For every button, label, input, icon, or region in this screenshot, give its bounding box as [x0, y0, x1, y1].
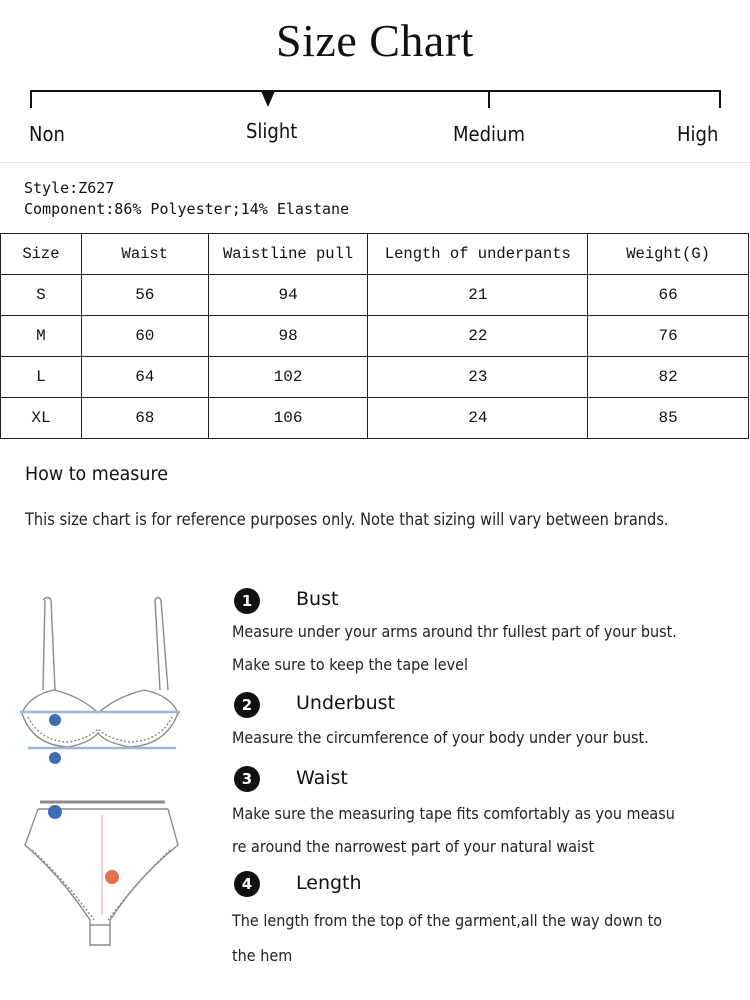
- step-number-icon: 2: [234, 692, 260, 718]
- cell-weight: 66: [588, 275, 749, 316]
- table-row: [1, 357, 749, 398]
- scale-tick-medium: [488, 90, 490, 108]
- step-text: Measure the circumference of your body under your bust.: [232, 728, 649, 747]
- selected-level-marker-icon: [261, 91, 275, 107]
- scale-label-medium: Medium: [453, 122, 525, 146]
- table-header-row: [1, 234, 749, 275]
- step-text: the hem: [232, 946, 293, 965]
- step-text: Measure under your arms around thr fullest part of your bust.: [232, 622, 677, 641]
- cell-waistline-pull: 98: [208, 316, 368, 357]
- scale-label-slight: Slight: [246, 119, 298, 143]
- cell-waist: 56: [81, 275, 208, 316]
- step-title-underbust: Underbust: [296, 692, 395, 714]
- cell-weight: 82: [588, 357, 749, 398]
- step-number-icon: 4: [234, 871, 260, 897]
- cell-waistline-pull: 94: [208, 275, 368, 316]
- column-header-waistline-pull: Waistline pull: [208, 234, 368, 275]
- column-header-waist: Waist: [81, 234, 208, 275]
- scale-line: [30, 90, 721, 92]
- table-row: [1, 275, 749, 316]
- cell-size: L: [1, 357, 82, 398]
- divider: [0, 162, 750, 163]
- step-title-waist: Waist: [296, 767, 348, 789]
- table-row: [1, 398, 749, 439]
- cell-size: S: [1, 275, 82, 316]
- cell-weight: 85: [588, 398, 749, 439]
- cell-length: 24: [368, 398, 588, 439]
- column-header-weight: Weight(G): [588, 234, 749, 275]
- column-header-length: Length of underpants: [368, 234, 588, 275]
- cell-waistline-pull: 102: [208, 357, 368, 398]
- step-number-icon: 3: [234, 766, 260, 792]
- cell-length: 21: [368, 275, 588, 316]
- how-to-measure-heading: How to measure: [25, 463, 169, 485]
- cell-length: 22: [368, 316, 588, 357]
- fabric-composition: Component:86% Polyester;14% Elastane: [24, 200, 350, 218]
- step-number-icon: 1: [234, 588, 260, 614]
- cell-weight: 76: [588, 316, 749, 357]
- step-title-bust: Bust: [296, 588, 339, 610]
- step-text: The length from the top of the garment,all the way down to: [232, 911, 663, 930]
- scale-tick-high: [719, 90, 721, 108]
- scale-label-high: High: [677, 122, 719, 146]
- cell-waist: 64: [81, 357, 208, 398]
- cell-waistline-pull: 106: [208, 398, 368, 439]
- cell-waist: 60: [81, 316, 208, 357]
- underbust-marker-icon: [49, 752, 61, 764]
- bust-marker-icon: [49, 714, 61, 726]
- panty-illustration: [10, 795, 180, 955]
- scale-label-non: Non: [29, 122, 65, 146]
- step-text: re around the narrowest part of your natural waist: [232, 837, 595, 856]
- bra-illustration: [10, 595, 180, 775]
- cell-size: XL: [1, 398, 82, 439]
- waist-marker-icon: [48, 805, 62, 819]
- disclaimer-text: This size chart is for reference purposes only. Note that sizing will vary between brands.: [25, 510, 669, 529]
- cell-length: 23: [368, 357, 588, 398]
- page-title: Size Chart: [276, 15, 474, 66]
- style-code: Style:Z627: [24, 179, 115, 197]
- column-header-size: Size: [1, 234, 82, 275]
- length-marker-icon: [105, 870, 119, 884]
- scale-tick-non: [30, 90, 32, 108]
- table-row: [1, 316, 749, 357]
- size-table: [0, 233, 749, 439]
- stretch-scale: [30, 90, 721, 110]
- step-title-length: Length: [296, 872, 362, 894]
- step-text: Make sure to keep the tape level: [232, 655, 468, 674]
- step-text: Make sure the measuring tape fits comfortably as you measu: [232, 804, 675, 823]
- cell-waist: 68: [81, 398, 208, 439]
- cell-size: M: [1, 316, 82, 357]
